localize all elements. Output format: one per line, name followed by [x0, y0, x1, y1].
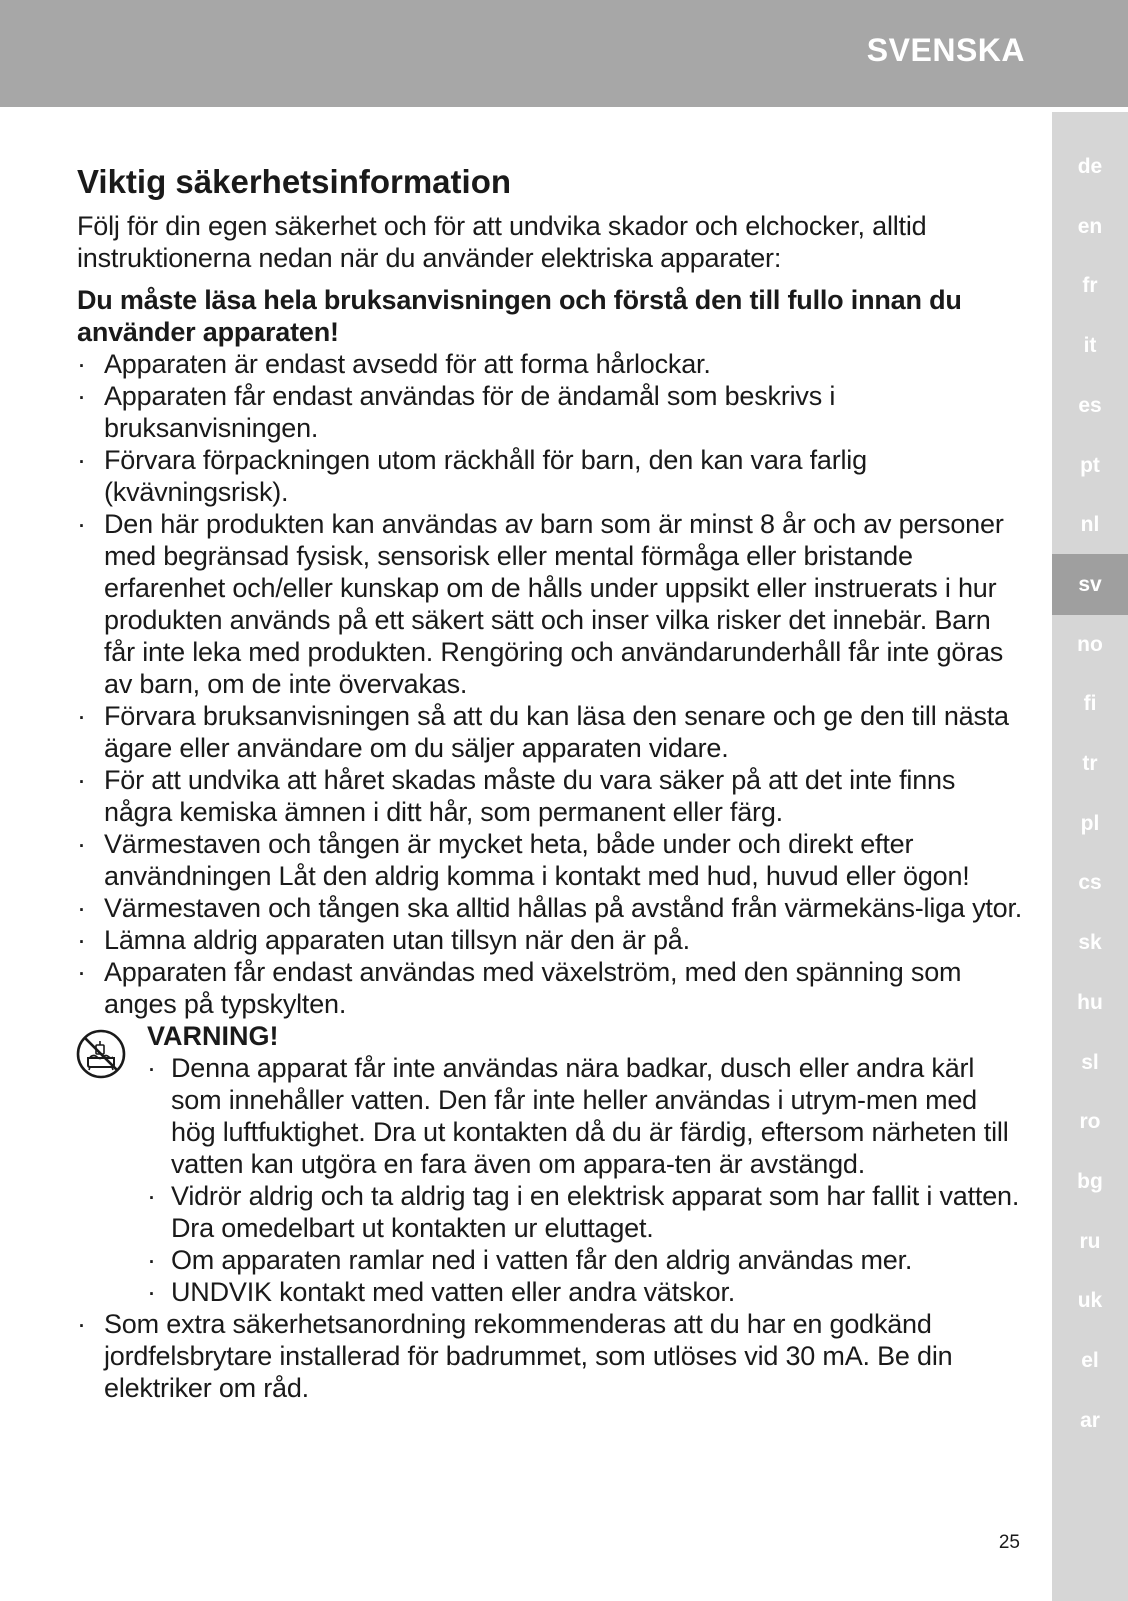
page-title: Viktig säkerhetsinformation	[77, 163, 512, 200]
warning-block	[77, 1020, 1027, 1308]
bullet-dot: ·	[77, 829, 86, 859]
header-bar	[0, 0, 1128, 107]
language-tab-sv[interactable]: sv	[1052, 554, 1128, 615]
safety-item	[77, 924, 1027, 956]
safety-item	[77, 1308, 1027, 1404]
safety-list-continued	[77, 1308, 1027, 1404]
bullet-dot: ·	[77, 765, 86, 795]
safety-list	[77, 348, 1027, 1020]
language-tab-cs[interactable]: cs	[1078, 871, 1102, 895]
warning-item	[147, 1180, 1027, 1244]
bullet-dot: ·	[77, 1309, 86, 1339]
language-tab-pt[interactable]: pt	[1080, 453, 1100, 477]
safety-item	[77, 444, 1027, 508]
bullet-dot: ·	[77, 893, 86, 923]
safety-item-text: Förvara förpackningen utom räckhåll för barn, den kan vara farlig (kvävningsrisk).	[104, 445, 867, 507]
bullet-dot: ·	[147, 1245, 156, 1275]
language-tab-hu[interactable]: hu	[1077, 990, 1103, 1014]
intro-paragraph: Följ för din egen säkerhet och för att undvika skador och elchocker, alltid instruktionerna nedan när du använder elektriska apparater:	[77, 211, 927, 273]
safety-item	[77, 700, 1027, 764]
language-tab-ar[interactable]: ar	[1080, 1408, 1100, 1432]
bullet-dot: ·	[147, 1277, 156, 1307]
warning-list	[147, 1052, 1027, 1308]
warning-item-text: Denna apparat får inte användas nära badkar, dusch eller andra kärl som innehåller vatten. Den får inte heller användas i utrym-men med hög luftfuktighet. Dra ut kontakten då du är färdig, eftersom närheten till vatten kan utgöra en fara även om appara-ten är avstängd.	[171, 1053, 1009, 1179]
language-label: SVENSKA	[866, 32, 1025, 68]
bullet-dot: ·	[77, 701, 86, 731]
bullet-dot: ·	[77, 349, 86, 379]
language-tab-el[interactable]: el	[1081, 1349, 1099, 1372]
warning-item-text: Vidrör aldrig och ta aldrig tag i en elektrisk apparat som har fallit i vatten. Dra omedelbart ut kontakten ur eluttaget.	[171, 1181, 1020, 1243]
warning-item-text: UNDVIK kontakt med vatten eller andra vätskor.	[171, 1277, 736, 1307]
safety-item-text: Apparaten får endast användas med växelström, med den spänning som anges på typskylten.	[104, 957, 962, 1019]
safety-item-text: Värmestaven och tången är mycket heta, både under och direkt efter användningen Låt den aldrig komma i kontakt med hud, huvud eller ögon!	[104, 829, 970, 891]
safety-item	[77, 956, 1027, 1020]
bullet-dot: ·	[77, 957, 86, 987]
must-read-notice: Du måste läsa hela bruksanvisningen och förstå den till fullo innan du använder apparaten!	[77, 285, 962, 347]
safety-item	[77, 764, 1027, 828]
language-tab-ro[interactable]: ro	[1079, 1110, 1101, 1134]
safety-item-text: För att undvika att håret skadas måste du vara säker på att det inte finns några kemiska ämnen i ditt hår, som permanent eller färg.	[104, 765, 956, 827]
safety-item-text: Den här produkten kan användas av barn som är minst 8 år och av personer med begränsad fysisk, sensorisk eller mental förmåga eller bristande erfarenhet och/eller kunskap om de hålls under uppsikt eller instruerats i hur produkten används på ett säkert sätt och inser vilka risker det innebär. Barn får inte leka med produkten. Rengöring och användarunderhåll får inte göras av barn, om de inte övervakas.	[104, 509, 1004, 699]
no-bath-warning-icon	[75, 1028, 127, 1080]
page-number: 25	[998, 1532, 1020, 1553]
language-tab-sl[interactable]: sl	[1081, 1050, 1099, 1074]
safety-item-text: Apparaten får endast användas för de ändamål som beskrivs i bruksanvisningen.	[104, 381, 836, 443]
language-tab-es[interactable]: es	[1078, 393, 1102, 417]
safety-item	[77, 892, 1027, 924]
warning-title: VARNING!	[147, 1021, 279, 1051]
language-tab-bg[interactable]: bg	[1077, 1169, 1103, 1193]
language-tab-en[interactable]: en	[1077, 214, 1103, 238]
warning-item	[147, 1276, 1027, 1308]
language-tab-sk[interactable]: sk	[1078, 931, 1102, 955]
bullet-dot: ·	[77, 925, 86, 955]
language-tab-it[interactable]: it	[1083, 334, 1097, 358]
language-tab-uk[interactable]: uk	[1077, 1289, 1103, 1313]
safety-item-text: Som extra säkerhetsanordning rekommenderas att du har en godkänd jordfelsbrytare installerad för badrummet, som utlöses vid 30 mA. Be din elektriker om råd.	[104, 1309, 953, 1403]
language-tab-no[interactable]: no	[1077, 632, 1103, 656]
language-tab-de[interactable]: de	[1077, 155, 1103, 178]
warning-item	[147, 1052, 1027, 1180]
safety-item	[77, 380, 1027, 444]
safety-item-text: Lämna aldrig apparaten utan tillsyn när den är på.	[104, 925, 690, 955]
safety-item	[77, 348, 1027, 380]
safety-item	[77, 508, 1027, 700]
bullet-dot: ·	[77, 509, 86, 539]
language-tab-tr[interactable]: tr	[1082, 752, 1098, 775]
safety-item-text: Förvara bruksanvisningen så att du kan läsa den senare och ge den till nästa ägare eller användare om du säljer apparaten vidare.	[104, 701, 1009, 763]
language-tab-fr[interactable]: fr	[1082, 274, 1098, 298]
language-tab-strip	[1052, 112, 1128, 1601]
safety-item-text: Apparaten är endast avsedd för att forma hårlockar.	[104, 349, 711, 379]
language-tab-ru[interactable]: ru	[1079, 1229, 1101, 1253]
safety-item	[77, 828, 1027, 892]
language-tab-pl[interactable]: pl	[1080, 811, 1100, 835]
bullet-dot: ·	[77, 381, 86, 411]
bullet-dot: ·	[147, 1181, 156, 1211]
language-tab-nl[interactable]: nl	[1080, 513, 1100, 537]
safety-content	[77, 160, 1027, 1404]
language-tab-fi[interactable]: fi	[1083, 692, 1097, 716]
bullet-dot: ·	[77, 445, 86, 475]
safety-item-text: Värmestaven och tången ska alltid hållas på avstånd från värmekäns-liga ytor.	[104, 893, 1023, 923]
warning-item	[147, 1244, 1027, 1276]
warning-item-text: Om apparaten ramlar ned i vatten får den aldrig användas mer.	[171, 1245, 913, 1275]
bullet-dot: ·	[147, 1053, 156, 1083]
